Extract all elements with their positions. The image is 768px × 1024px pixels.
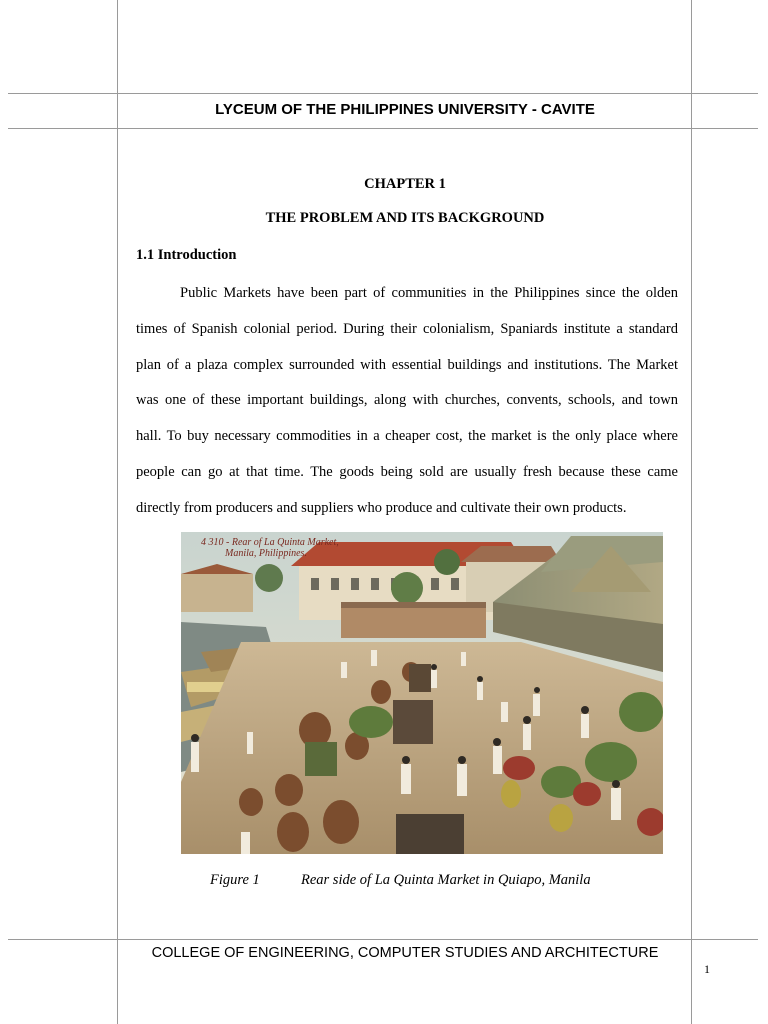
paragraph-line: directly from producers and suppliers who produce and cultivate their own products.: [136, 499, 627, 516]
paragraph-line: hall. To buy necessary commodities in a cheaper cost, the market is the only place where: [136, 428, 678, 445]
paragraph-line: Public Markets have been part of communities in the Philippines since the olden: [180, 285, 678, 301]
section-heading: 1.1 Introduction: [136, 247, 237, 263]
footer-top-rule: [8, 939, 758, 940]
paragraph-line: times of Spanish colonial period. During their colonialism, Spaniards institute a standard: [136, 320, 678, 337]
paragraph-line: people can go at that time. The goods being sold are usually fresh because these came: [136, 463, 678, 480]
paragraph-line: plan of a plaza complex surrounded with essential buildings and institutions. The Market: [136, 356, 678, 373]
paragraph-line: was one of these important buildings, along with churches, convents, schools, and town: [136, 392, 678, 409]
market-photo: [181, 532, 663, 854]
intro-paragraph: [136, 276, 678, 527]
photo-inset-label-line2: Manila, Philippines.: [225, 548, 307, 559]
figure-caption-text: Rear side of La Quinta Market in Quiapo, Manila: [301, 872, 591, 888]
chapter-title: THE PROBLEM AND ITS BACKGROUND: [265, 210, 545, 226]
header-bottom-rule: [8, 128, 758, 129]
figure-caption-label: Figure 1: [210, 872, 260, 888]
header-top-rule: [8, 93, 758, 94]
header-title: LYCEUM OF THE PHILIPPINES UNIVERSITY - CAVITE: [215, 101, 595, 118]
footer-text: COLLEGE OF ENGINEERING, COMPUTER STUDIES AND ARCHITECTURE: [151, 945, 659, 961]
chapter-number: CHAPTER 1: [364, 176, 446, 192]
right-margin-line: [691, 0, 692, 1024]
left-margin-line: [117, 0, 118, 1024]
page-number: 1: [704, 962, 710, 976]
photo-inset-label-line1: 4 310 - Rear of La Quinta Market,: [201, 537, 339, 548]
